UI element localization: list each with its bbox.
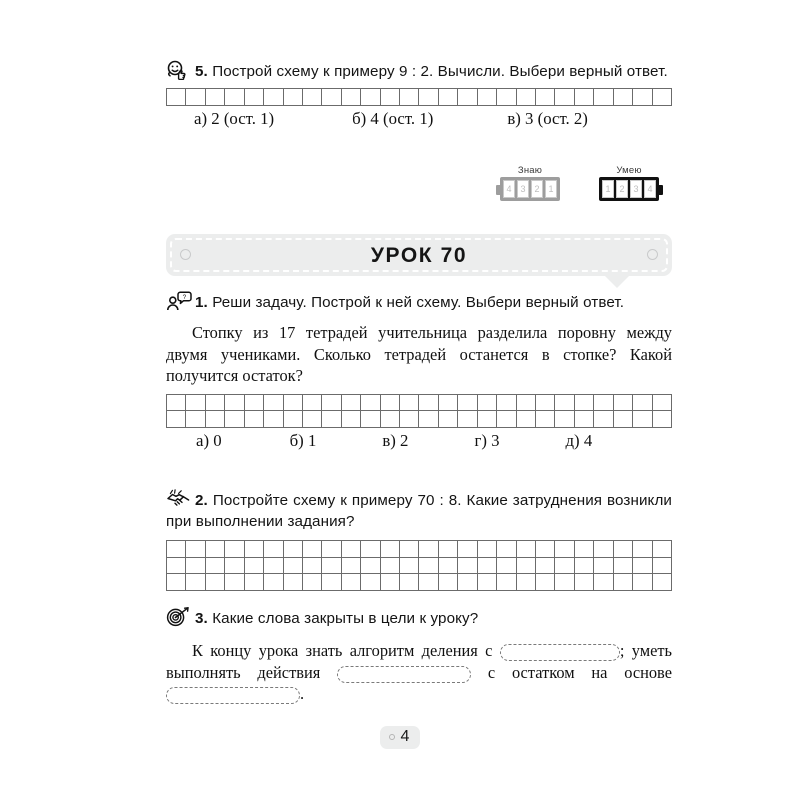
grid-cell[interactable] (400, 395, 419, 412)
grid-cell[interactable] (284, 574, 303, 591)
grid-cell[interactable] (264, 89, 283, 106)
grid-cell[interactable] (322, 558, 341, 575)
grid-cell[interactable] (206, 395, 225, 412)
grid-cell[interactable] (303, 89, 322, 106)
goal-blank-3[interactable] (166, 687, 300, 704)
grid-cell[interactable] (264, 574, 283, 591)
grid-cell[interactable] (497, 541, 516, 558)
grid-cell[interactable] (517, 574, 536, 591)
grid-cell[interactable] (458, 411, 477, 428)
grid-cell[interactable] (245, 411, 264, 428)
page-footer (0, 726, 800, 749)
grid-cell[interactable] (614, 411, 633, 428)
grid-cell[interactable] (633, 411, 652, 428)
grid-cell[interactable] (536, 395, 555, 412)
grid-cell[interactable] (536, 411, 555, 428)
grid-cell[interactable] (284, 541, 303, 558)
grid-cell[interactable] (419, 89, 438, 106)
grid-cell[interactable] (653, 574, 672, 591)
task-1 (166, 291, 672, 451)
grid-cell[interactable] (575, 395, 594, 412)
grid-cell[interactable] (653, 558, 672, 575)
task-5-option-a[interactable]: а) 2 (ост. 1) (194, 108, 275, 128)
grid-cell[interactable] (225, 574, 244, 591)
task-1-problem-text: Стопку из 17 тетрадей учительница разделила поровну между двумя учениками. Сколько тетрадей останется в стопке? Какой получится остаток? (166, 323, 672, 385)
grid-cell[interactable] (536, 89, 555, 106)
grid-cell[interactable] (536, 558, 555, 575)
grid-row[interactable] (167, 395, 672, 412)
grid-cell[interactable] (555, 558, 574, 575)
rating-know (500, 165, 560, 201)
circle-dot-icon (389, 734, 395, 740)
task-1-options (166, 428, 672, 451)
task-1-option-d[interactable]: д) 4 (565, 430, 593, 450)
grid-cell[interactable] (303, 395, 322, 412)
grid-cell[interactable] (536, 541, 555, 558)
rating-can-cell[interactable]: 4 (644, 180, 656, 198)
grid-cell[interactable] (633, 541, 652, 558)
grid-cell[interactable] (439, 558, 458, 575)
rating-can (599, 165, 659, 201)
person-question-icon (166, 291, 192, 311)
grid-cell[interactable] (594, 574, 613, 591)
grid-cell[interactable] (167, 395, 186, 412)
page-number: 4 (400, 728, 410, 745)
grid-cell[interactable] (303, 541, 322, 558)
target-icon (166, 607, 192, 627)
grid-cell[interactable] (400, 541, 419, 558)
grid-cell[interactable] (361, 395, 380, 412)
grid-cell[interactable] (497, 558, 516, 575)
grid-cell[interactable] (614, 395, 633, 412)
rating-know-cell[interactable]: 3 (517, 180, 529, 198)
grid-cell[interactable] (264, 558, 283, 575)
page-number-pill (380, 726, 421, 749)
goal-end-period: . (300, 684, 305, 703)
task-1-option-g[interactable]: г) 3 (474, 430, 500, 450)
grid-cell[interactable] (594, 395, 613, 412)
grid-cell[interactable] (322, 574, 341, 591)
grid-cell[interactable] (575, 574, 594, 591)
goal-blank-2[interactable] (337, 666, 471, 683)
grid-cell[interactable] (361, 541, 380, 558)
grid-cell[interactable] (555, 541, 574, 558)
rating-can-cell[interactable]: 3 (630, 180, 642, 198)
grid-row[interactable] (167, 558, 672, 575)
goal-text-part-2: уметь выполнять действия (166, 641, 672, 682)
grid-cell[interactable] (400, 411, 419, 428)
grid-cell[interactable] (206, 574, 225, 591)
task-2-number: 2. (195, 492, 208, 509)
grid-cell[interactable] (555, 89, 574, 106)
grid-cell[interactable] (225, 395, 244, 412)
grid-cell[interactable] (245, 541, 264, 558)
grid-cell[interactable] (555, 574, 574, 591)
task-5-number: 5. (195, 63, 208, 80)
rating-can-battery[interactable] (599, 177, 659, 201)
task-2-answer-grid[interactable] (166, 540, 672, 591)
grid-cell[interactable] (167, 89, 186, 106)
task-5 (166, 60, 672, 129)
grid-cell[interactable] (206, 411, 225, 428)
grid-cell[interactable] (614, 574, 633, 591)
grid-cell[interactable] (594, 411, 613, 428)
grid-cell[interactable] (478, 574, 497, 591)
grid-cell[interactable] (633, 395, 652, 412)
grid-cell[interactable] (517, 558, 536, 575)
grid-cell[interactable] (458, 541, 477, 558)
grid-cell[interactable] (439, 574, 458, 591)
task-1-option-b[interactable]: б) 1 (289, 430, 317, 450)
rating-know-cell[interactable]: 2 (531, 180, 543, 198)
rating-know-cell[interactable]: 4 (503, 180, 515, 198)
battery-nub-icon (496, 185, 500, 195)
grid-cell[interactable] (536, 574, 555, 591)
grid-cell[interactable] (497, 395, 516, 412)
grid-cell[interactable] (400, 574, 419, 591)
grid-cell[interactable] (419, 558, 438, 575)
task-2-text: Постройте схему к примеру 70 : 8. Какие затруднения возникли при выполнении задания? (166, 492, 672, 530)
grid-cell[interactable] (575, 89, 594, 106)
task-1-heading (166, 291, 672, 313)
grid-cell[interactable] (555, 411, 574, 428)
task-1-number: 1. (195, 294, 208, 311)
banner-pointer-tab (604, 275, 630, 288)
grid-cell[interactable] (225, 541, 244, 558)
grid-row[interactable] (167, 411, 672, 428)
goal-blank-1[interactable] (500, 644, 620, 661)
lesson-title: УРОК 70 (370, 244, 468, 267)
handshake-icon (166, 489, 192, 509)
task-5-option-v[interactable]: в) 3 (ост. 2) (507, 108, 588, 128)
rating-can-cell[interactable]: 2 (616, 180, 628, 198)
grid-cell[interactable] (381, 395, 400, 412)
task-1-text: Реши задачу. Построй к ней схему. Выбери верный ответ. (212, 294, 625, 311)
grid-cell[interactable] (419, 395, 438, 412)
grid-cell[interactable] (361, 411, 380, 428)
goal-text-part-1: К концу урока знать алгоритм деления с (192, 641, 493, 660)
grid-cell[interactable] (245, 89, 264, 106)
grid-cell[interactable] (575, 558, 594, 575)
grid-cell[interactable] (186, 541, 205, 558)
grid-cell[interactable] (633, 558, 652, 575)
grid-cell[interactable] (342, 541, 361, 558)
grid-cell[interactable] (206, 89, 225, 106)
grid-cell[interactable] (342, 558, 361, 575)
grid-cell[interactable] (478, 411, 497, 428)
task-3-text: Какие слова закрыты в цели к уроку? (212, 610, 479, 627)
grid-cell[interactable] (322, 89, 341, 106)
grid-cell[interactable] (225, 558, 244, 575)
grid-cell[interactable] (555, 395, 574, 412)
grid-cell[interactable] (400, 558, 419, 575)
grid-cell[interactable] (264, 541, 283, 558)
rating-know-cell[interactable]: 1 (545, 180, 557, 198)
grid-cell[interactable] (419, 574, 438, 591)
svg-text:?: ? (182, 294, 187, 302)
grid-cell[interactable] (458, 558, 477, 575)
grid-cell[interactable] (167, 541, 186, 558)
task-2 (166, 489, 672, 591)
grid-cell[interactable] (361, 89, 380, 106)
grid-cell[interactable] (517, 395, 536, 412)
grid-cell[interactable] (653, 395, 672, 412)
grid-cell[interactable] (497, 411, 516, 428)
grid-cell[interactable] (575, 411, 594, 428)
grid-cell[interactable] (245, 558, 264, 575)
self-assessment-ratings (500, 165, 690, 217)
rating-know-battery[interactable] (500, 177, 560, 201)
grid-cell[interactable] (322, 541, 341, 558)
grid-cell[interactable] (342, 89, 361, 106)
grid-cell[interactable] (186, 558, 205, 575)
battery-nub-icon (659, 185, 663, 195)
grid-cell[interactable] (478, 89, 497, 106)
grid-cell[interactable] (478, 558, 497, 575)
grid-cell[interactable] (342, 574, 361, 591)
grid-cell[interactable] (439, 395, 458, 412)
grid-cell[interactable] (361, 574, 380, 591)
grid-cell[interactable] (264, 411, 283, 428)
goal-separator-1: ; (619, 641, 625, 660)
grid-cell[interactable] (439, 89, 458, 106)
grid-cell[interactable] (342, 395, 361, 412)
grid-cell[interactable] (186, 395, 205, 412)
grid-cell[interactable] (497, 89, 516, 106)
grid-cell[interactable] (517, 541, 536, 558)
task-3 (166, 607, 672, 705)
grid-cell[interactable] (419, 411, 438, 428)
grid-cell[interactable] (458, 574, 477, 591)
grid-cell[interactable] (653, 411, 672, 428)
goal-text-part-3: с остатком на основе (487, 662, 672, 682)
grid-cell[interactable] (303, 558, 322, 575)
grid-cell[interactable] (594, 541, 613, 558)
grid-cell[interactable] (186, 411, 205, 428)
grid-cell[interactable] (245, 395, 264, 412)
grid-cell[interactable] (614, 558, 633, 575)
task-5-options (166, 106, 672, 129)
grid-cell[interactable] (245, 574, 264, 591)
grid-cell[interactable] (206, 558, 225, 575)
grid-cell[interactable] (167, 574, 186, 591)
grid-cell[interactable] (439, 541, 458, 558)
grid-cell[interactable] (186, 574, 205, 591)
grid-cell[interactable] (439, 411, 458, 428)
grid-cell[interactable] (322, 395, 341, 412)
grid-cell[interactable] (381, 411, 400, 428)
grid-cell[interactable] (458, 89, 477, 106)
grid-cell[interactable] (284, 89, 303, 106)
grid-cell[interactable] (478, 541, 497, 558)
grid-cell[interactable] (594, 558, 613, 575)
grid-cell[interactable] (614, 89, 633, 106)
grid-cell[interactable] (284, 558, 303, 575)
grid-cell[interactable] (167, 411, 186, 428)
grid-cell[interactable] (458, 395, 477, 412)
grid-cell[interactable] (419, 541, 438, 558)
grid-cell[interactable] (225, 89, 244, 106)
task-1-option-a[interactable]: а) 0 (196, 430, 222, 450)
task-1-option-v[interactable]: в) 2 (382, 430, 409, 450)
grid-cell[interactable] (594, 89, 613, 106)
task-3-heading (166, 607, 672, 629)
rating-can-label: Умею (616, 165, 642, 176)
grid-cell[interactable] (361, 558, 380, 575)
grid-cell[interactable] (575, 541, 594, 558)
grid-cell[interactable] (614, 541, 633, 558)
lesson-banner (166, 234, 672, 276)
task-3-number: 3. (195, 610, 208, 627)
grid-cell[interactable] (517, 411, 536, 428)
grid-row[interactable] (167, 574, 672, 591)
grid-row[interactable] (167, 541, 672, 558)
grid-cell[interactable] (303, 411, 322, 428)
grid-cell[interactable] (381, 541, 400, 558)
grid-cell[interactable] (633, 89, 652, 106)
grid-cell[interactable] (381, 574, 400, 591)
smiley-thumbs-up-icon (166, 60, 192, 80)
grid-cell[interactable] (400, 89, 419, 106)
grid-cell[interactable] (284, 411, 303, 428)
grid-cell[interactable] (167, 558, 186, 575)
grid-cell[interactable] (497, 574, 516, 591)
grid-cell[interactable] (653, 89, 672, 106)
grid-cell[interactable] (284, 395, 303, 412)
grid-cell[interactable] (342, 411, 361, 428)
rating-can-cell[interactable]: 1 (602, 180, 614, 198)
grid-cell[interactable] (225, 411, 244, 428)
grid-cell[interactable] (322, 411, 341, 428)
task-3-goal-text (166, 640, 672, 705)
task-5-option-b[interactable]: б) 4 (ост. 1) (352, 108, 434, 128)
task-5-text: Построй схему к примеру 9 : 2. Вычисли. Выбери верный ответ. (212, 63, 668, 80)
rating-know-label: Знаю (517, 165, 543, 176)
grid-cell[interactable] (264, 395, 283, 412)
grid-cell[interactable] (653, 541, 672, 558)
grid-cell[interactable] (381, 89, 400, 106)
task-1-answer-grid[interactable] (166, 394, 672, 428)
grid-cell[interactable] (186, 89, 205, 106)
grid-cell[interactable] (303, 574, 322, 591)
task-5-answer-grid[interactable] (166, 88, 672, 106)
grid-cell[interactable] (633, 574, 652, 591)
task-5-heading (166, 60, 672, 82)
grid-cell[interactable] (381, 558, 400, 575)
grid-row[interactable] (167, 89, 672, 106)
grid-cell[interactable] (517, 89, 536, 106)
grid-cell[interactable] (206, 541, 225, 558)
task-2-heading (166, 489, 672, 532)
grid-cell[interactable] (478, 395, 497, 412)
